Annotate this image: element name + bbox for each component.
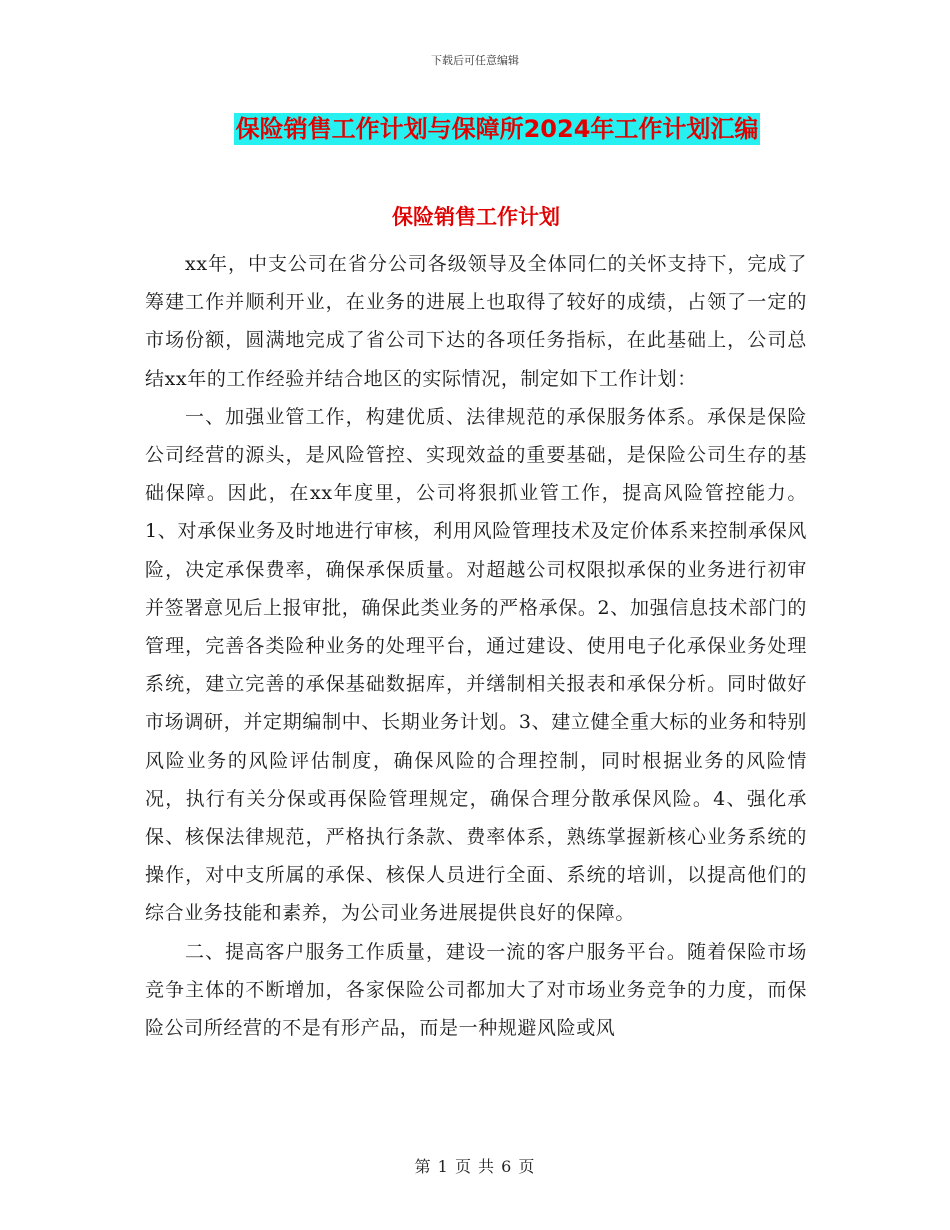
document-title: 保险销售工作计划与保障所2024年工作计划汇编 [235, 115, 759, 143]
section-title: 保险销售工作计划 [392, 205, 560, 229]
page-footer: 第 1 页 共 6 页 [414, 1157, 536, 1176]
document-title-container [0, 113, 950, 145]
paragraph-section-2: 二、提高客户服务工作质量，建设一流的客户服务平台。随着保险市场竞争主体的不断增加，各家保险公司都加大了对市场业务竞争的力度，而保险公司所经营的不是有形产品，而是一种规避风险或风 [145, 940, 807, 1040]
paragraph-intro: xx年，中支公司在省分公司各级领导及全体同仁的关怀支持下，完成了筹建工作并顺利开业，在业务的进展上也取得了较好的成绩，占领了一定的市场份额，圆满地完成了省公司下达的各项任务指标，在此基础上，公司总结xx年的工作经验并结合地区的实际情况，制定如下工作计划： [145, 253, 807, 390]
header-note: 下载后可任意编辑 [431, 54, 519, 67]
paragraph-section-1: 一、加强业管工作，构建优质、法律规范的承保服务体系。承保是保险公司经营的源头，是风险管控、实现效益的重要基础，是保险公司生存的基础保障。因此，在xx年度里，公司将狠抓业管工作，提高风险管控能力。1、对承保业务及时地进行审核，利用风险管理技术及定价体系来控制承保风险，决定承保费率，确保承保质量。对超越公司权限拟承保的业务进行初审并签署意见后上报审批，确保此类业务的严格承保。2、加强信息技术部门的管理，完善各类险种业务的处理平台，通过建设、使用电子化承保业务处理系统，建立完善的承保基础数据库，并缮制相关报表和承保分析。同时做好市场调研，并定期编制中、长期业务计划。3、建立健全重大标的业务和特别风险业务的风险评估制度，确保风险的合理控制，同时根据业务的风险情况，执行有关分保或再保险管理规定，确保合理分散承保风险。4、强化承保、核保法律规范，严格执行条款、费率体系，熟练掌握新核心业务系统的操作，对中支所属的承保、核保人员进行全面、系统的培训，以提高他们的综合业务技能和素养，为公司业务进展提供良好的保障。 [145, 405, 807, 925]
document-body [145, 245, 807, 1047]
